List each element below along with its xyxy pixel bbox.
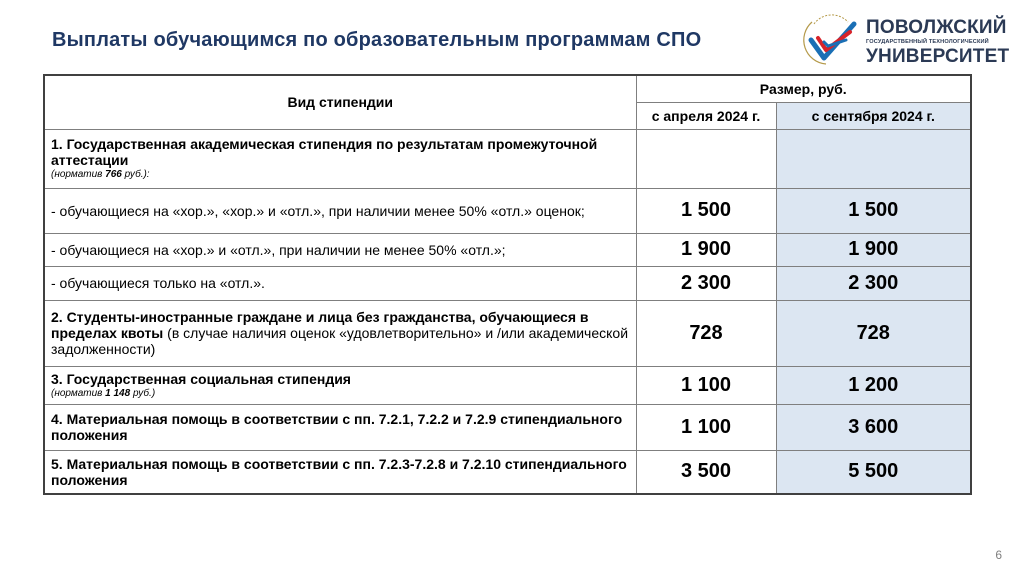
logo-line-2: ГОСУДАРСТВЕННЫЙ ТЕХНОЛОГИЧЕСКИЙ — [866, 39, 989, 45]
row-1a-september-value: 1 500 — [776, 188, 971, 233]
row-1-title: 1. Государственная академическая стипендия по результатам промежуточной аттестации — [51, 136, 598, 168]
row-2-title: 2. Студенты-иностранные граждане и лица без гражданства, обучающиеся в пределах квоты — [51, 309, 589, 341]
row-1a-april-value: 1 500 — [636, 188, 776, 233]
table-row — [44, 266, 971, 300]
row-3-title: 3. Государственная социальная стипендия — [51, 370, 351, 387]
row-3-note: (норматив 1 148 руб.) — [51, 387, 156, 399]
table-row — [44, 233, 971, 266]
header-from-september: с сентября 2024 г. — [776, 102, 971, 129]
table-row — [44, 300, 971, 366]
table-row — [44, 366, 971, 404]
page-title: Выплаты обучающимся по образовательным программам СПО — [52, 29, 702, 51]
row-3-description — [44, 366, 636, 404]
row-1-description — [44, 129, 636, 188]
row-3-september-value: 1 200 — [776, 366, 971, 404]
row-5-september-value: 5 500 — [776, 450, 971, 494]
row-2-description — [44, 300, 636, 366]
row-1b-april-value: 1 900 — [636, 233, 776, 266]
row-4-april-value: 1 100 — [636, 404, 776, 450]
row-1b-september-value: 1 900 — [776, 233, 971, 266]
table-row — [44, 404, 971, 450]
row-2-september-value: 728 — [776, 300, 971, 366]
header-scholarship-type: Вид стипендии — [44, 75, 636, 129]
table-row — [44, 129, 971, 188]
header-from-april: с апреля 2024 г. — [636, 102, 776, 129]
row-1b-description: - обучающиеся на «хор.» и «отл.», при наличии не менее 50% «отл.»; — [44, 233, 636, 266]
row-1-note: (норматив 766 руб.): — [51, 169, 150, 180]
row-5-april-value: 3 500 — [636, 450, 776, 494]
row-1c-description: - обучающиеся только на «отл.». — [44, 266, 636, 300]
logo-line-3: УНИВЕРСИТЕТ — [866, 46, 1010, 67]
row-1-april-empty — [636, 129, 776, 188]
row-2-condition: (в случае наличия оценок «удовлетворительно» и /или академической задолженности) — [51, 325, 629, 357]
scholarship-table — [43, 74, 972, 495]
header-amount: Размер, руб. — [636, 75, 971, 102]
row-1-september-empty — [776, 129, 971, 188]
logo-line-1: ПОВОЛЖСКИЙ — [866, 17, 1007, 38]
row-1a-description: - обучающиеся на «хор.», «хор.» и «отл.», при наличии менее 50% «отл.» оценок; — [44, 188, 636, 233]
university-emblem-icon — [802, 12, 862, 68]
row-5-description: 5. Материальная помощь в соответствии с пп. 7.2.3-7.2.8 и 7.2.10 стипендиального положения — [44, 450, 636, 494]
row-1c-september-value: 2 300 — [776, 266, 971, 300]
page-number: 6 — [995, 548, 1002, 562]
university-logo — [802, 12, 1014, 68]
row-3-april-value: 1 100 — [636, 366, 776, 404]
row-4-september-value: 3 600 — [776, 404, 971, 450]
table-row — [44, 188, 971, 233]
table-row — [44, 450, 971, 494]
row-1c-april-value: 2 300 — [636, 266, 776, 300]
row-2-april-value: 728 — [636, 300, 776, 366]
row-4-description: 4. Материальная помощь в соответствии с пп. 7.2.1, 7.2.2 и 7.2.9 стипендиального положения — [44, 404, 636, 450]
